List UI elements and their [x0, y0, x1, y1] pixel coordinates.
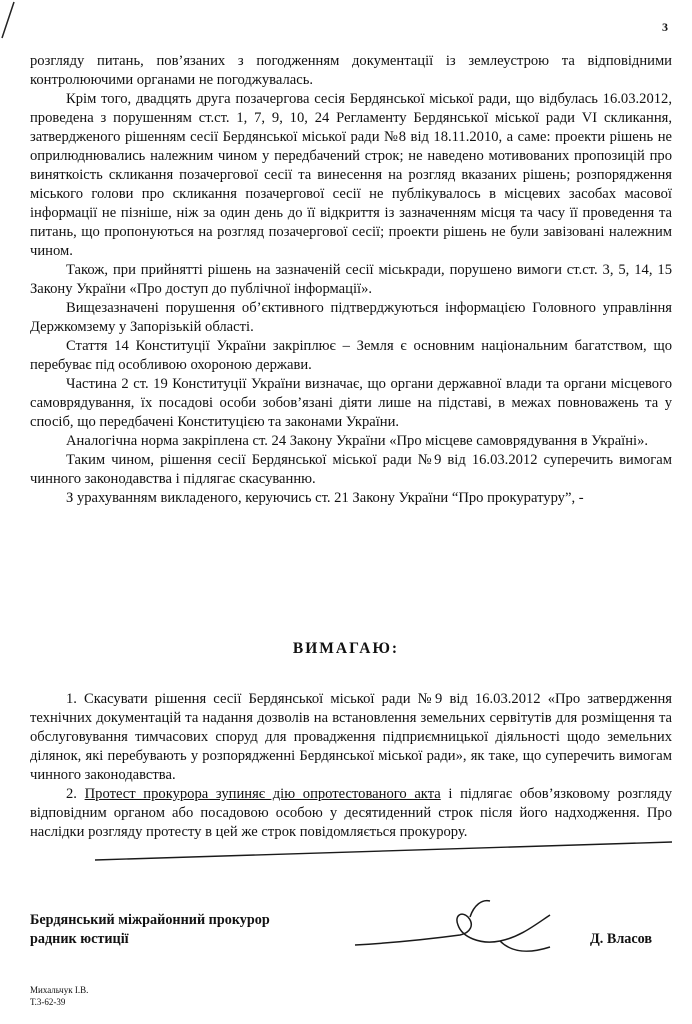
paragraph: Стаття 14 Конституції України закріплює – Земля є основним національним багатством, що перебуває під особливою охороною держави. — [30, 338, 672, 373]
page-number: 3 — [662, 20, 668, 34]
executor-info — [30, 984, 88, 1008]
paragraph: Таким чином, рішення сесії Бердянської міської ради №9 від 16.03.2012 суперечить вимогам чинного законодавства і підлягає скасуванню. — [30, 452, 672, 487]
paragraph: Частина 2 ст. 19 Конституції України визначає, що органи державної влади та органи місцевого самоврядування, їх посадові особи зобов’язані діяти лише на підставі, в межах повноважень та у спосіб, що передбачені Конституцією та законами України. — [30, 376, 672, 430]
paragraph: Також, при прийнятті рішень на зазначеній сесії міськради, порушено вимоги ст.ст. 3, 5, 14, 15 Закону України «Про доступ до публічної інформації». — [30, 262, 672, 297]
signatory-name: Д. Власов — [590, 931, 653, 947]
demand-heading: ВИМАГАЮ: — [292, 640, 400, 657]
paragraph: Вищезазначені порушення об’єктивного підтверджуються інформацією Головного управління Держкомзему у Запорізькій області. — [30, 300, 672, 335]
demand-item-2-tail: Про наслідки розгляду протесту в цей же строк повідомляється прокурору. — [30, 805, 672, 840]
demand-item-2 — [30, 785, 672, 842]
handwritten-signature — [350, 895, 590, 965]
body-text — [30, 52, 672, 508]
signatory-title-line2: радник юстиції — [30, 931, 129, 947]
executor-name: Михальчук І.В. — [30, 985, 89, 995]
paragraph: розгляду питань, пов’язаних з погодженням документації із землеустрою та відповідними контролюючими органами не погоджувалась. — [30, 53, 672, 88]
demand-item-2-number: 2. — [66, 786, 77, 802]
corner-pen-mark — [0, 0, 40, 40]
underlined-phrase: Протест прокурора зупиняє дію опротестованого акта — [84, 786, 441, 802]
paragraph: Крім того, двадцять друга позачергова сесія Бердянської міської ради, що відбулась 16.03.2012, проведена з порушенням ст.ст. 1, 7, 9, 10, 24 Регламенту Бердянської міської ради VI скликання, затвердженого рішенням сесії Бердянської міської ради №8 від 18.11.2010, а саме: проекти рішень не оприлюднювались належним чином у передбачений строк; не наведено мотивованих пропозицій про виняткоість скликання позачергової сесії та винесення на розгляд вказаних рішень; розпорядження міського голови про скликання позачергової сесії не публікувалось в місцевих засобах масової інформації не пізніше, ніж за один день до її відкриття із зазначенням місця та часу її проведення та питань, що пропонуються на розгляд позачергової сесії; проекти рішень не були завізовані належним чином. — [30, 91, 672, 259]
demand-item-1: 1. Скасувати рішення сесії Бердянської міської ради №9 від 16.03.2012 «Про затвердження технічних документацій та надання дозволів на встановлення земельних сервітутів для розміщення та обслуговування тимчасових споруд для провадження підприємницької діяльності щодо земельних ділянок, які перебувають у розпорядженні Бердянської міської ради», як таке, що суперечить вимогам чинного законодавства. — [30, 691, 672, 783]
paragraph: З урахуванням викладеного, керуючись ст. 21 Закону України “Про прокуратуру”, - — [66, 490, 584, 506]
demand-item-2-text: і підлягає обов’язковому розгляду відповідним органом або посадовою особою у десятиденний строк після його надходження. — [30, 786, 672, 821]
signatory-title — [30, 911, 270, 949]
executor-phone: Т.3-62-39 — [30, 997, 66, 1007]
signatory-title-line1: Бердянський міжрайонний прокурор — [30, 912, 270, 928]
demands-list — [30, 690, 672, 842]
paragraph: Аналогічна норма закріплена ст. 24 Закону України «Про місцеве самоврядування в Україні». — [66, 433, 649, 449]
